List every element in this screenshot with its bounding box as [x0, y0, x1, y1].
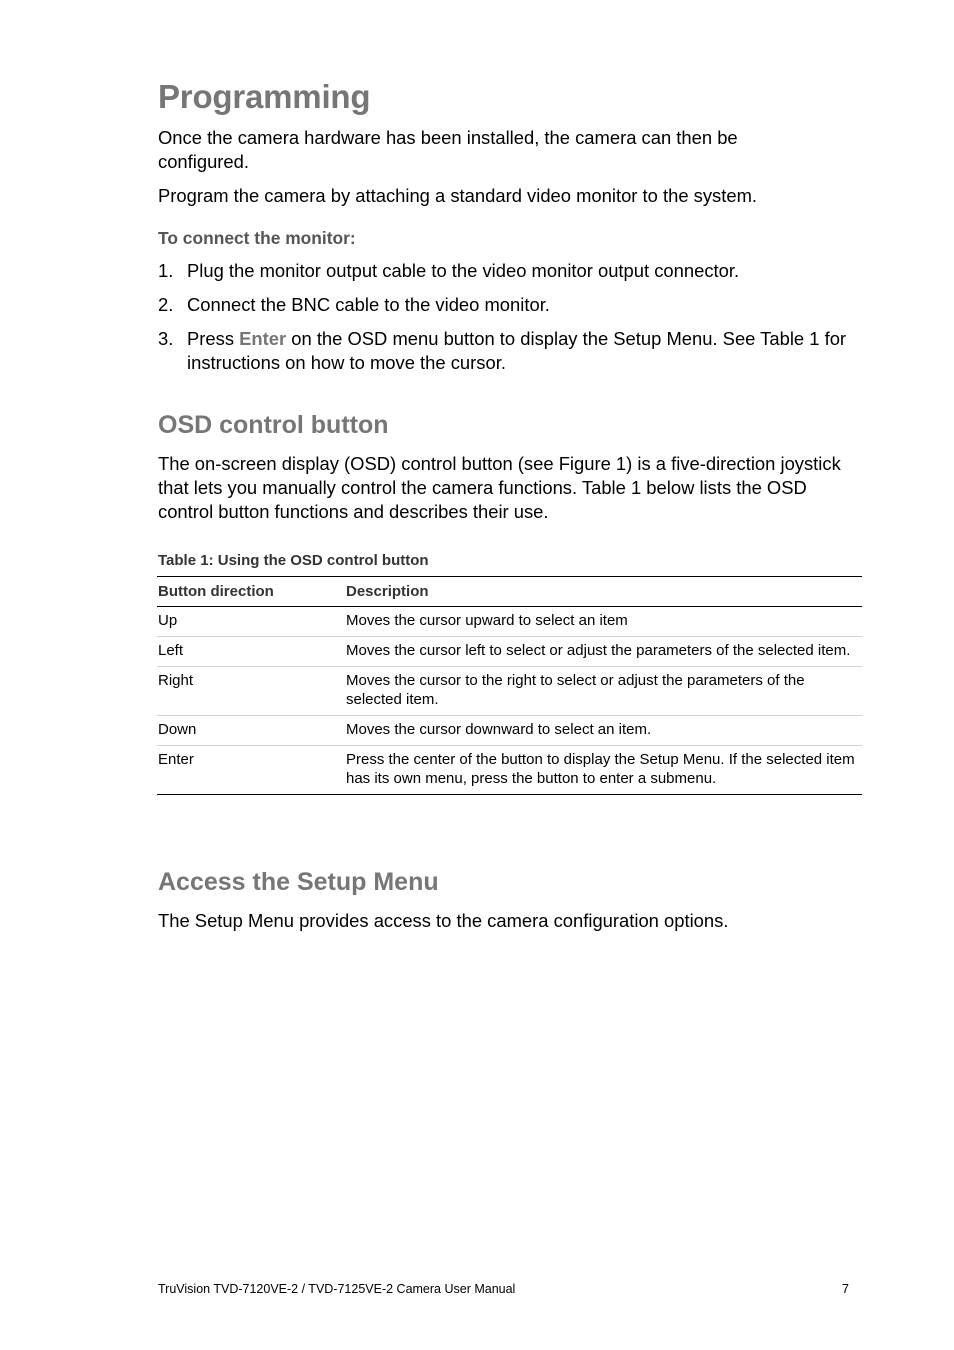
step-text: Plug the monitor output cable to the video monitor output connector. [187, 260, 740, 281]
table-row [157, 716, 862, 746]
intro-paragraph-2: Program the camera by attaching a standard video monitor to the system. [158, 185, 758, 206]
osd-section-paragraph: The on-screen display (OSD) control button (see Figure 1) is a five-direction joystick that lets you manually control the camera functions. Table 1 below lists the OSD control button functions and describes their use. [158, 453, 841, 522]
step-number: 2. [158, 294, 174, 315]
osd-control-table [157, 576, 862, 795]
table-row [157, 746, 862, 795]
access-section-paragraph: The Setup Menu provides access to the camera configuration options. [158, 910, 729, 931]
cell-description: Moves the cursor to the right to select or adjust the parameters of the selected item. [345, 667, 862, 716]
cell-direction: Left [157, 637, 345, 667]
footer-manual-title: TruVision TVD-7120VE-2 / TVD-7125VE-2 Camera User Manual [158, 1282, 516, 1296]
step-item [158, 259, 848, 283]
access-section-heading: Access the Setup Menu [158, 868, 439, 896]
header-button-direction: Button direction [157, 577, 345, 607]
cell-description: Moves the cursor left to select or adjust the parameters of the selected item. [345, 637, 862, 667]
step-item [158, 293, 848, 317]
cell-description: Moves the cursor upward to select an item [345, 607, 862, 637]
cell-description: Press the center of the button to display the Setup Menu. If the selected item has its own menu, press the button to enter a submenu. [345, 746, 862, 795]
intro-paragraph-1: Once the camera hardware has been installed, the camera can then be configured. [158, 127, 738, 172]
header-description: Description [345, 577, 862, 607]
table-header-row [157, 577, 862, 607]
step-number: 3. [158, 328, 174, 349]
enter-keyword: Enter [239, 328, 287, 349]
table-row [157, 637, 862, 667]
table-caption: Table 1: Using the OSD control button [158, 552, 429, 569]
cell-description: Moves the cursor downward to select an item. [345, 716, 862, 746]
cell-direction: Up [157, 607, 345, 637]
connect-monitor-heading: To connect the monitor: [158, 228, 356, 248]
footer-page-number: 7 [842, 1282, 849, 1296]
table-row [157, 667, 862, 716]
cell-direction: Right [157, 667, 345, 716]
step-text-pre: Press [187, 328, 240, 349]
step-text: Connect the BNC cable to the video monitor. [187, 294, 550, 315]
step-text-post: on the OSD menu button to display the Setup Menu. See Table 1 for instructions on how to move the cursor. [187, 328, 847, 373]
cell-direction: Enter [157, 746, 345, 795]
step-number: 1. [158, 260, 174, 281]
cell-direction: Down [157, 716, 345, 746]
osd-section-heading: OSD control button [158, 411, 389, 439]
table-row [157, 607, 862, 637]
step-item [158, 327, 848, 375]
page-title: Programming [158, 78, 371, 115]
connect-steps-list [158, 259, 848, 385]
